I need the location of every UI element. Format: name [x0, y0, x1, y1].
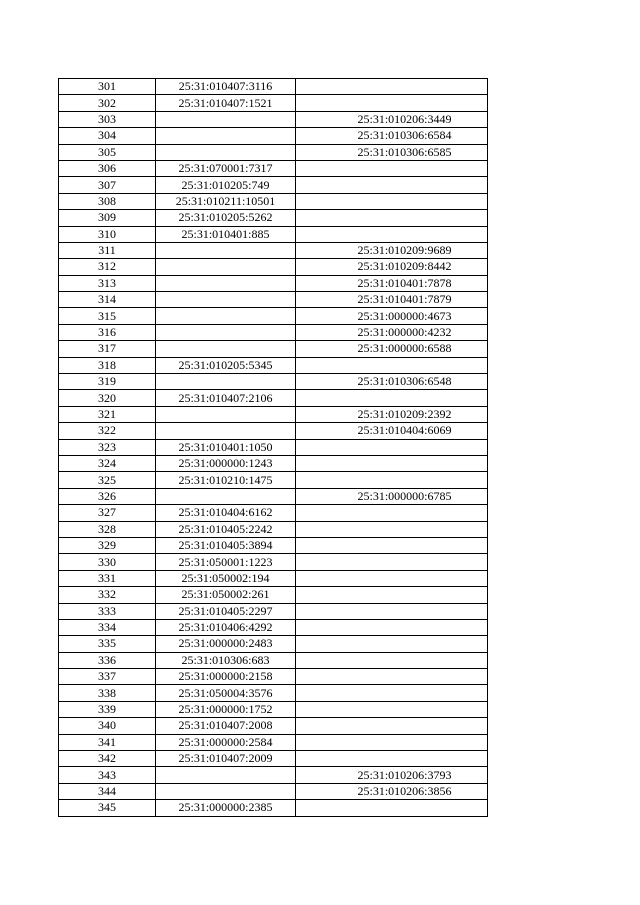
cadastral-number-cell: 25:31:010405:2242	[156, 521, 296, 537]
cadastral-number-cell: 25:31:000000:2483	[156, 636, 296, 652]
row-number-cell: 341	[59, 734, 156, 750]
cadastral-number-cell	[156, 292, 296, 308]
cadastral-number-cell-secondary: 25:31:000000:6785	[296, 488, 488, 504]
table-row	[59, 783, 488, 799]
cadastral-number-cell	[156, 275, 296, 291]
cadastral-number-cell-secondary: 25:31:010404:6069	[296, 423, 488, 439]
cadastral-number-cell: 25:31:010405:3894	[156, 537, 296, 553]
table-row	[59, 259, 488, 275]
table-row	[59, 734, 488, 750]
cadastral-number-cell: 25:31:010210:1475	[156, 472, 296, 488]
row-number-cell: 321	[59, 406, 156, 422]
row-number-cell: 322	[59, 423, 156, 439]
row-number-cell: 340	[59, 718, 156, 734]
cadastral-number-cell: 25:31:010205:749	[156, 177, 296, 193]
cadastral-number-cell-secondary	[296, 472, 488, 488]
cadastral-number-cell: 25:31:050002:261	[156, 587, 296, 603]
cadastral-number-cell-secondary: 25:31:010209:2392	[296, 406, 488, 422]
table-row	[59, 160, 488, 176]
table-row	[59, 455, 488, 471]
cadastral-number-cell-secondary: 25:31:010401:7878	[296, 275, 488, 291]
row-number-cell: 314	[59, 292, 156, 308]
cadastral-number-cell-secondary	[296, 734, 488, 750]
table-row	[59, 619, 488, 635]
table-row	[59, 472, 488, 488]
table-row	[59, 308, 488, 324]
row-number-cell: 333	[59, 603, 156, 619]
cadastral-number-cell: 25:31:010401:1050	[156, 439, 296, 455]
row-number-cell: 306	[59, 160, 156, 176]
cadastral-number-cell-secondary	[296, 210, 488, 226]
table-row	[59, 341, 488, 357]
row-number-cell: 335	[59, 636, 156, 652]
row-number-cell: 324	[59, 455, 156, 471]
cadastral-number-cell-secondary	[296, 619, 488, 635]
cadastral-number-cell	[156, 374, 296, 390]
cadastral-number-cell-secondary: 25:31:010306:6548	[296, 374, 488, 390]
cadastral-number-cell-secondary	[296, 357, 488, 373]
row-number-cell: 337	[59, 669, 156, 685]
table-row	[59, 505, 488, 521]
cadastral-number-cell-secondary	[296, 439, 488, 455]
cadastral-number-cell: 25:31:000000:1243	[156, 455, 296, 471]
table-row	[59, 488, 488, 504]
cadastral-number-cell: 25:31:000000:2584	[156, 734, 296, 750]
row-number-cell: 323	[59, 439, 156, 455]
cadastral-number-cell: 25:31:050001:1223	[156, 554, 296, 570]
cadastral-number-cell	[156, 341, 296, 357]
cadastral-number-cell	[156, 783, 296, 799]
table-row	[59, 652, 488, 668]
cadastral-number-cell-secondary	[296, 701, 488, 717]
table-row	[59, 521, 488, 537]
cadastral-number-cell: 25:31:010306:683	[156, 652, 296, 668]
cadastral-number-cell	[156, 324, 296, 340]
cadastral-number-cell-secondary	[296, 669, 488, 685]
cadastral-number-cell-secondary: 25:31:010209:8442	[296, 259, 488, 275]
cadastral-number-table	[58, 78, 488, 817]
row-number-cell: 315	[59, 308, 156, 324]
cadastral-number-cell-secondary: 25:31:010206:3793	[296, 767, 488, 783]
cadastral-number-cell	[156, 406, 296, 422]
cadastral-number-cell	[156, 767, 296, 783]
row-number-cell: 332	[59, 587, 156, 603]
table-row	[59, 226, 488, 242]
table-body	[59, 79, 488, 817]
cadastral-number-cell-secondary	[296, 537, 488, 553]
cadastral-number-cell-secondary	[296, 455, 488, 471]
cadastral-number-cell-secondary	[296, 95, 488, 111]
cadastral-number-cell-secondary	[296, 800, 488, 816]
cadastral-number-cell: 25:31:000000:2385	[156, 800, 296, 816]
cadastral-number-cell-secondary	[296, 160, 488, 176]
cadastral-number-cell-secondary: 25:31:000000:4232	[296, 324, 488, 340]
table-row	[59, 177, 488, 193]
cadastral-number-cell: 25:31:010205:5262	[156, 210, 296, 226]
cadastral-number-cell-secondary	[296, 603, 488, 619]
row-number-cell: 310	[59, 226, 156, 242]
row-number-cell: 338	[59, 685, 156, 701]
table-row	[59, 144, 488, 160]
row-number-cell: 305	[59, 144, 156, 160]
table-row	[59, 374, 488, 390]
row-number-cell: 339	[59, 701, 156, 717]
row-number-cell: 318	[59, 357, 156, 373]
row-number-cell: 312	[59, 259, 156, 275]
cadastral-number-cell-secondary	[296, 636, 488, 652]
cadastral-number-cell	[156, 488, 296, 504]
table-row	[59, 357, 488, 373]
table-row	[59, 603, 488, 619]
cadastral-number-cell	[156, 128, 296, 144]
table-row	[59, 128, 488, 144]
cadastral-number-cell-secondary: 25:31:000000:4673	[296, 308, 488, 324]
cadastral-number-cell-secondary	[296, 505, 488, 521]
row-number-cell: 345	[59, 800, 156, 816]
cadastral-number-cell-secondary	[296, 79, 488, 95]
row-number-cell: 328	[59, 521, 156, 537]
cadastral-number-cell-secondary	[296, 718, 488, 734]
row-number-cell: 307	[59, 177, 156, 193]
row-number-cell: 329	[59, 537, 156, 553]
row-number-cell: 325	[59, 472, 156, 488]
table-row	[59, 685, 488, 701]
table-row	[59, 423, 488, 439]
table-row	[59, 406, 488, 422]
table-row	[59, 636, 488, 652]
row-number-cell: 301	[59, 79, 156, 95]
row-number-cell: 304	[59, 128, 156, 144]
row-number-cell: 316	[59, 324, 156, 340]
cadastral-number-cell-secondary: 25:31:010306:6585	[296, 144, 488, 160]
row-number-cell: 330	[59, 554, 156, 570]
row-number-cell: 327	[59, 505, 156, 521]
table-row	[59, 669, 488, 685]
cadastral-number-cell	[156, 259, 296, 275]
cadastral-number-cell-secondary	[296, 521, 488, 537]
cadastral-number-cell-secondary	[296, 751, 488, 767]
row-number-cell: 313	[59, 275, 156, 291]
cadastral-number-cell	[156, 111, 296, 127]
row-number-cell: 319	[59, 374, 156, 390]
cadastral-number-cell: 25:31:010407:3116	[156, 79, 296, 95]
table-row	[59, 570, 488, 586]
cadastral-number-cell	[156, 308, 296, 324]
row-number-cell: 331	[59, 570, 156, 586]
table-row	[59, 537, 488, 553]
table-row	[59, 79, 488, 95]
row-number-cell: 343	[59, 767, 156, 783]
cadastral-number-cell-secondary: 25:31:010206:3449	[296, 111, 488, 127]
cadastral-number-cell-secondary	[296, 587, 488, 603]
cadastral-number-cell: 25:31:050004:3576	[156, 685, 296, 701]
cadastral-number-cell: 25:31:010407:1521	[156, 95, 296, 111]
table-row	[59, 554, 488, 570]
cadastral-number-cell-secondary	[296, 226, 488, 242]
cadastral-number-cell: 25:31:050002:194	[156, 570, 296, 586]
table-row	[59, 701, 488, 717]
cadastral-number-cell	[156, 423, 296, 439]
cadastral-number-cell: 25:31:010401:885	[156, 226, 296, 242]
cadastral-number-cell-secondary	[296, 554, 488, 570]
row-number-cell: 326	[59, 488, 156, 504]
cadastral-number-cell-secondary	[296, 652, 488, 668]
cadastral-number-cell: 25:31:010404:6162	[156, 505, 296, 521]
table-row	[59, 767, 488, 783]
table-row	[59, 111, 488, 127]
cadastral-number-cell: 25:31:010407:2008	[156, 718, 296, 734]
table-row	[59, 292, 488, 308]
table-row	[59, 210, 488, 226]
table-row	[59, 439, 488, 455]
row-number-cell: 302	[59, 95, 156, 111]
cadastral-number-cell-secondary	[296, 685, 488, 701]
row-number-cell: 308	[59, 193, 156, 209]
row-number-cell: 320	[59, 390, 156, 406]
table-row	[59, 800, 488, 816]
cadastral-number-cell-secondary	[296, 177, 488, 193]
cadastral-number-cell-secondary: 25:31:010206:3856	[296, 783, 488, 799]
table-row	[59, 95, 488, 111]
row-number-cell: 317	[59, 341, 156, 357]
row-number-cell: 336	[59, 652, 156, 668]
table-row	[59, 751, 488, 767]
cadastral-number-cell-secondary	[296, 570, 488, 586]
row-number-cell: 311	[59, 242, 156, 258]
cadastral-number-cell: 25:31:070001:7317	[156, 160, 296, 176]
row-number-cell: 303	[59, 111, 156, 127]
cadastral-number-cell-secondary	[296, 390, 488, 406]
cadastral-number-cell: 25:31:000000:2158	[156, 669, 296, 685]
cadastral-number-cell-secondary: 25:31:010209:9689	[296, 242, 488, 258]
cadastral-number-cell: 25:31:010205:5345	[156, 357, 296, 373]
row-number-cell: 344	[59, 783, 156, 799]
row-number-cell: 309	[59, 210, 156, 226]
cadastral-number-cell-secondary	[296, 193, 488, 209]
table-row	[59, 324, 488, 340]
row-number-cell: 342	[59, 751, 156, 767]
table-row	[59, 390, 488, 406]
cadastral-number-cell-secondary: 25:31:010401:7879	[296, 292, 488, 308]
cadastral-number-cell: 25:31:010405:2297	[156, 603, 296, 619]
cadastral-number-cell: 25:31:010407:2106	[156, 390, 296, 406]
table-row	[59, 718, 488, 734]
cadastral-number-cell	[156, 242, 296, 258]
table-row	[59, 242, 488, 258]
cadastral-number-cell: 25:31:010406:4292	[156, 619, 296, 635]
cadastral-number-cell-secondary: 25:31:010306:6584	[296, 128, 488, 144]
table-row	[59, 275, 488, 291]
cadastral-number-cell: 25:31:010407:2009	[156, 751, 296, 767]
cadastral-number-cell-secondary: 25:31:000000:6588	[296, 341, 488, 357]
cadastral-number-cell: 25:31:010211:10501	[156, 193, 296, 209]
cadastral-number-cell: 25:31:000000:1752	[156, 701, 296, 717]
row-number-cell: 334	[59, 619, 156, 635]
table-row	[59, 193, 488, 209]
cadastral-number-cell	[156, 144, 296, 160]
table-row	[59, 587, 488, 603]
